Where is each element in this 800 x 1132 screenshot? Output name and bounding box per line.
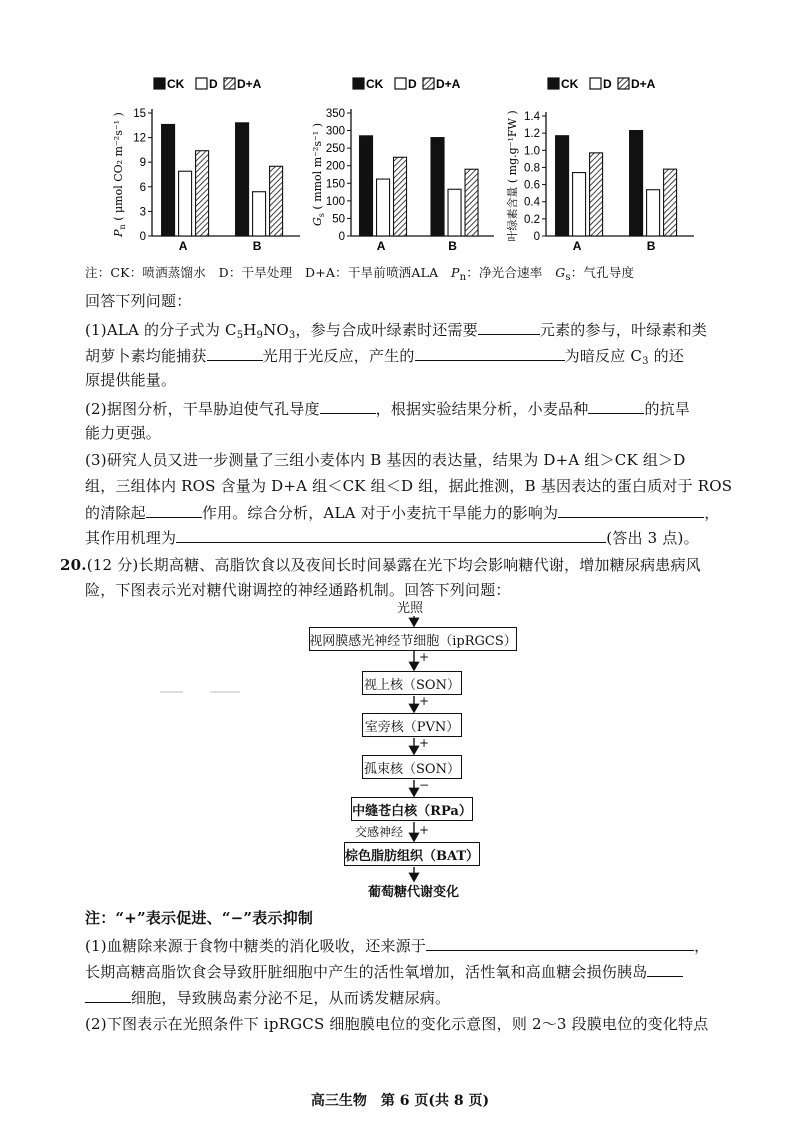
legend-label: D bbox=[603, 77, 612, 91]
q19-part2-line1: (2)据图分析，干旱胁迫使气孔导度 ，根据实验结果分析，小麦品种 的抗旱 bbox=[85, 400, 691, 418]
flow-box-nts: 孤束核（SON） bbox=[362, 755, 462, 779]
x-tick-label: A bbox=[572, 239, 582, 253]
q19-intro: 回答下列问题： bbox=[85, 292, 192, 310]
flow-box-son: 视上核（SON） bbox=[362, 671, 462, 695]
y-axis-label: $G_s$ ( mmol m⁻²s⁻¹ ) bbox=[311, 123, 326, 226]
flow-top-light: 光照 bbox=[397, 601, 424, 616]
answer-blank[interactable] bbox=[426, 935, 694, 951]
flow-sign: + bbox=[419, 650, 430, 664]
legend-label: D bbox=[209, 77, 218, 91]
legend-label: D bbox=[408, 77, 417, 91]
flow-box-rpa: 中缝苍白核（RPa） bbox=[351, 797, 473, 821]
y-tick-label: 0 bbox=[139, 231, 146, 243]
y-tick-label: 0 bbox=[533, 231, 540, 243]
answer-blank[interactable] bbox=[85, 987, 131, 1003]
q19-part3-line1: (3)研究人员又进一步测量了三组小麦体内 B 基因的表达量，结果为 D+A 组＞CK 组＞D bbox=[85, 451, 686, 469]
legend-label: CK bbox=[561, 77, 579, 91]
legend-label: D+A bbox=[237, 77, 262, 91]
q20-part1-line3: 细胞，导致胰岛素分泌不足，从而诱发糖尿病。 bbox=[85, 987, 450, 1008]
flow-nerve-label: 交感神经 bbox=[355, 825, 404, 839]
y-axis-label: 叶绿素含量 ( mg.g⁻¹FW ) bbox=[506, 110, 519, 242]
x-tick-label: B bbox=[448, 239, 457, 253]
q19-part3-line4: 其作用机理为 (答出 3 点)。 bbox=[85, 529, 699, 547]
q19-part2-line2: 能力更强。 bbox=[85, 424, 162, 442]
q19-part3-line2: 组，三组体内 ROS 含量为 D+A 组＜CK 组＜D 组，据此推测，B 基因表达的蛋白质对于 ROS bbox=[85, 477, 733, 495]
q19-part1-line2: 胡萝卜素均能捕获 光用于光反应，产生的 为暗反应 $C_3$ 的还 bbox=[85, 347, 685, 367]
flow-sign: + bbox=[419, 694, 430, 708]
y-tick-label: 12 bbox=[133, 132, 146, 145]
flow-box-pvn: 室旁核（PVN） bbox=[362, 713, 462, 737]
q20-line2: 险，下图表示光对糖代谢调控的神经通路机制。回答下列问题： bbox=[85, 581, 511, 599]
y-tick-label: 0.4 bbox=[524, 196, 540, 209]
legend-label: CK bbox=[366, 77, 384, 91]
flow-box-bat: 棕色脂肪组织（BAT） bbox=[344, 842, 480, 866]
y-tick-label: 100 bbox=[325, 195, 345, 208]
y-tick-label: 0 bbox=[338, 231, 345, 243]
flow-sign: − bbox=[419, 778, 430, 792]
y-tick-label: 250 bbox=[325, 143, 345, 156]
x-tick-label: B bbox=[252, 239, 262, 253]
y-tick-label: 1.0 bbox=[524, 145, 540, 158]
page-footer: 高三生物 第 6 页(共 8 页) bbox=[310, 1093, 490, 1109]
y-tick-label: 50 bbox=[332, 213, 345, 226]
q19-part1-line1: (1)ALA 的分子式为 $C_5H_9NO_3$，参与合成叶绿素时还需要 元素的参与，叶绿素和类 bbox=[85, 321, 708, 341]
flow-sign: + bbox=[419, 823, 430, 837]
legend-label: CK bbox=[167, 77, 185, 91]
x-tick-label: B bbox=[646, 239, 656, 253]
q19-part3-line3: 的清除起 作用。综合分析，ALA 对于小麦抗干旱能力的影响为 ， bbox=[85, 504, 720, 522]
legend-label: D+A bbox=[436, 77, 461, 91]
q20-part1-line1: (1)血糖除来源于食物中糖类的消化吸收，还来源于 ， bbox=[85, 937, 710, 955]
flow-box-iprgcs: 视网膜感光神经节细胞（ipRGCS） bbox=[309, 627, 517, 651]
y-tick-label: 0.8 bbox=[524, 162, 540, 175]
flow-bottom-glucose: 葡萄糖代谢变化 bbox=[368, 885, 460, 900]
y-tick-label: 200 bbox=[325, 160, 345, 173]
y-tick-label: 300 bbox=[325, 125, 345, 138]
q20-line1: 20.(12 分)长期高糖、高脂饮食以及夜间长时间暴露在光下均会影响糖代谢，增加糖尿病患病风 bbox=[60, 556, 701, 574]
q20-part1-line2: 长期高糖高脂饮食会导致肝脏细胞中产生的活性氧增加，活性氧和高血糖会损伤胰岛 bbox=[85, 961, 683, 982]
x-tick-label: A bbox=[376, 239, 386, 253]
y-tick-label: 6 bbox=[139, 181, 146, 194]
flow-sign: + bbox=[419, 736, 430, 750]
q19-part1-line3: 原提供能量。 bbox=[85, 371, 177, 389]
y-tick-label: 1.4 bbox=[524, 111, 540, 123]
flow-note: 注：“+”表示促进、“−”表示抑制 bbox=[85, 909, 314, 927]
answer-blank[interactable] bbox=[647, 961, 683, 977]
y-tick-label: 350 bbox=[325, 108, 345, 120]
y-tick-label: 0.2 bbox=[524, 213, 540, 226]
y-tick-label: 3 bbox=[139, 206, 146, 219]
x-tick-label: A bbox=[178, 239, 188, 253]
chart-note: 注：CK：喷洒蒸馏水 D：干旱处理 D+A：干旱前喷洒ALA $P_n$：净光合速率 $G_s$：气孔导度 bbox=[85, 265, 635, 283]
y-tick-label: 150 bbox=[325, 178, 345, 191]
y-tick-label: 15 bbox=[133, 108, 146, 120]
y-tick-label: 0.6 bbox=[524, 179, 540, 192]
legend-label: D+A bbox=[631, 77, 656, 91]
y-tick-label: 9 bbox=[139, 157, 146, 170]
q20-part2-line1: (2)下图表示在光照条件下 ipRGCS 细胞膜电位的变化示意图，则 2～3 段膜电位的变化特点 bbox=[85, 1015, 709, 1033]
y-axis-label: $P_n$ ( μmol CO₂ m⁻²s⁻¹ ) bbox=[112, 112, 127, 237]
y-tick-label: 1.2 bbox=[524, 128, 540, 141]
